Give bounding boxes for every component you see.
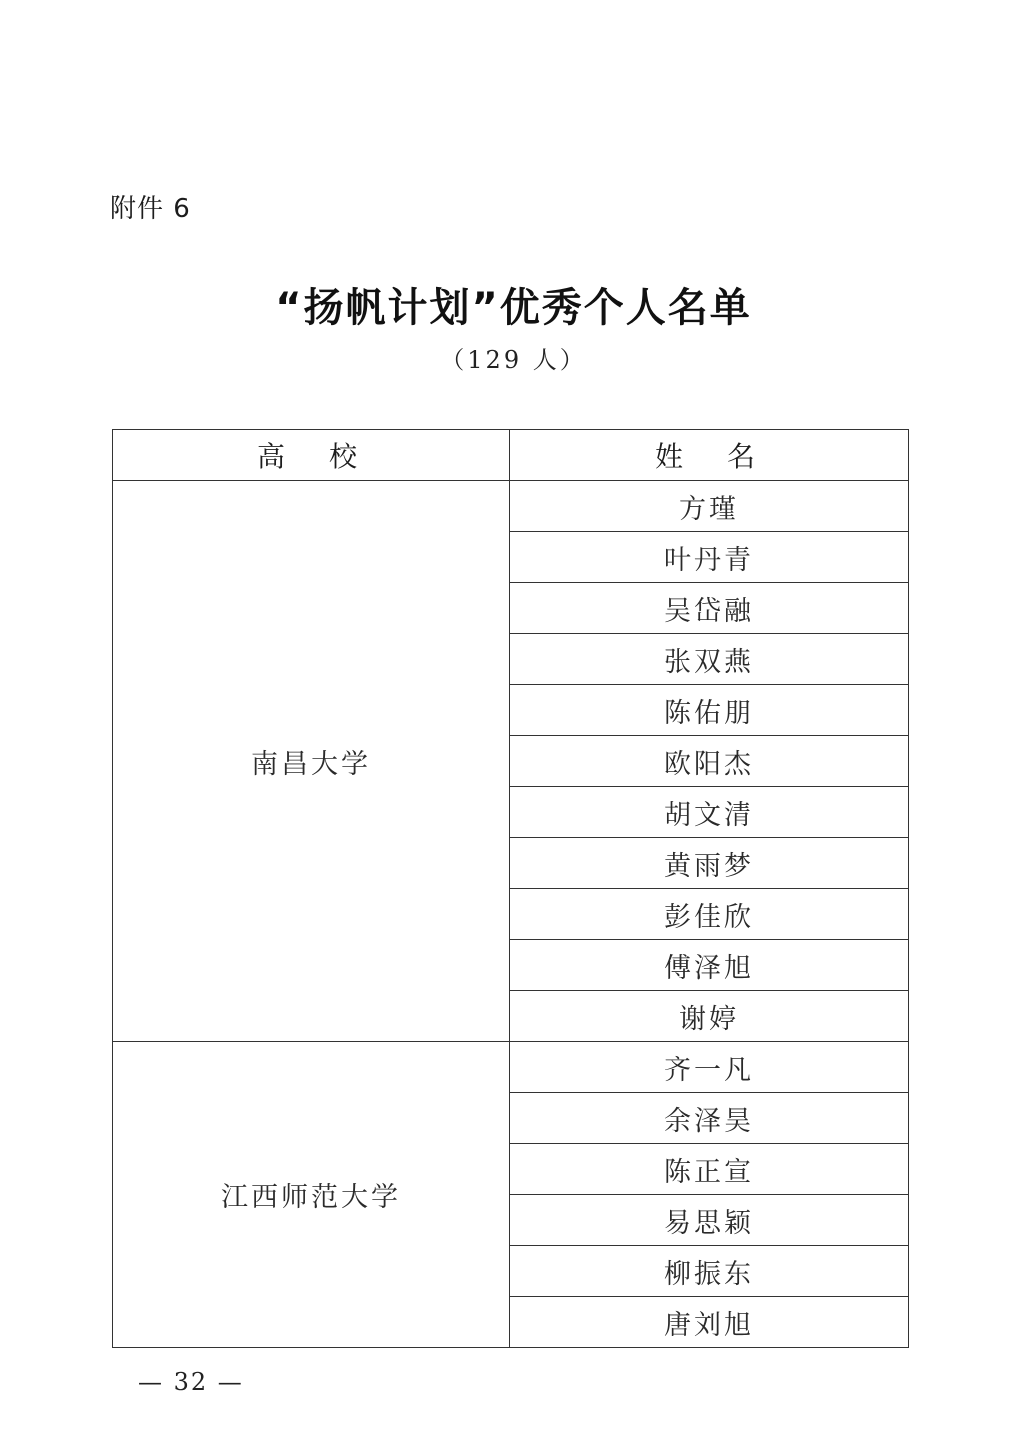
header-name: 姓 名 [510, 430, 909, 481]
name-cell: 陈正宣 [510, 1144, 909, 1195]
table-header-row [113, 430, 909, 481]
name-cell: 齐一凡 [510, 1042, 909, 1093]
page-number: — 32 — [138, 1368, 244, 1396]
page-title: “扬帆计划”优秀个人名单 [275, 285, 752, 331]
name-cell: 傅泽旭 [510, 940, 909, 991]
name-cell: 胡文清 [510, 787, 909, 838]
header-school: 高 校 [113, 430, 510, 481]
name-cell: 陈佑朋 [510, 685, 909, 736]
name-cell: 谢婷 [510, 991, 909, 1042]
school-cell: 南昌大学 [113, 481, 510, 1042]
name-cell: 余泽昊 [510, 1093, 909, 1144]
school-cell: 江西师范大学 [113, 1042, 510, 1348]
name-cell: 易思颖 [510, 1195, 909, 1246]
name-cell: 吴岱融 [510, 583, 909, 634]
name-cell: 柳振东 [510, 1246, 909, 1297]
name-cell: 叶丹青 [510, 532, 909, 583]
table-row [113, 1042, 909, 1093]
name-cell: 方瑾 [510, 481, 909, 532]
name-cell: 张双燕 [510, 634, 909, 685]
attachment-label: 附件 6 [110, 194, 191, 224]
name-cell: 欧阳杰 [510, 736, 909, 787]
roster-table [112, 429, 909, 1348]
name-cell: 彭佳欣 [510, 889, 909, 940]
name-cell: 唐刘旭 [510, 1297, 909, 1348]
page-subtitle: （129 人） [440, 346, 587, 374]
name-cell: 黄雨梦 [510, 838, 909, 889]
table-row [113, 481, 909, 532]
